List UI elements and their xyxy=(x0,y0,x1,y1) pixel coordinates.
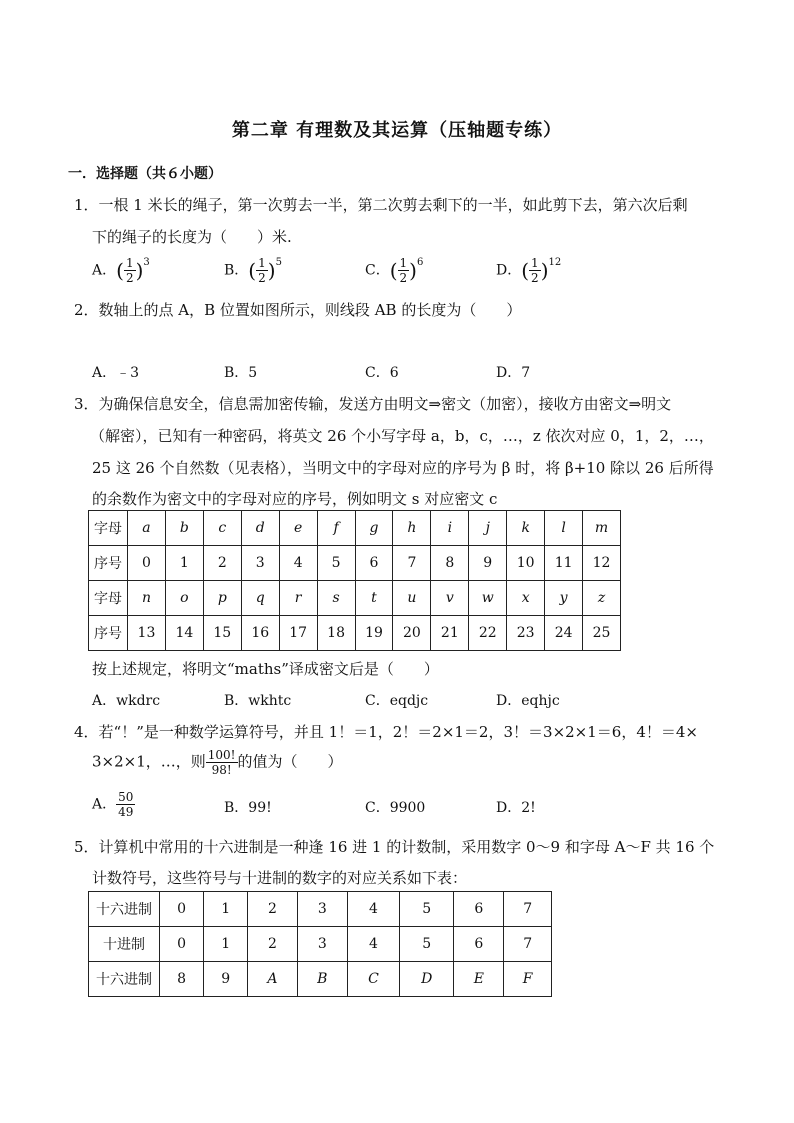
table-cell: t xyxy=(355,581,393,616)
table-cell: v xyxy=(431,581,469,616)
table-cell: 2 xyxy=(203,546,241,581)
table-cell: 19 xyxy=(355,616,393,651)
row-label: 序号 xyxy=(89,546,128,581)
table-row xyxy=(89,927,552,962)
q5-line1: 5．计算机中常用的十六进制是一种逢 16 进 1 的计数制，采用数字 0～9 和字母 A～F 共 16 个 xyxy=(74,838,715,856)
table-cell: 7 xyxy=(504,927,552,962)
table-cell: u xyxy=(393,581,431,616)
table-cell: 9 xyxy=(469,546,507,581)
q4-option-b: B．99! xyxy=(224,800,272,816)
table-cell: 0 xyxy=(128,546,166,581)
table-cell: o xyxy=(165,581,203,616)
table-cell: 0 xyxy=(160,927,204,962)
table-cell: 0 xyxy=(160,892,204,927)
table-cell: 4 xyxy=(279,546,317,581)
section-heading: 一．选择题（共６小题） xyxy=(68,166,222,182)
table-row xyxy=(89,892,552,927)
table-cell: 1 xyxy=(165,546,203,581)
q1-option-c: C．( $\frac{1}{2}$ )$^6$ xyxy=(365,256,424,285)
cipher-table xyxy=(88,510,621,651)
table-cell: 20 xyxy=(393,616,431,651)
table-cell: A xyxy=(248,962,297,997)
q5-line2: 计数符号，这些符号与十进制的数字的对应关系如下表： xyxy=(92,869,468,887)
table-cell: 11 xyxy=(545,546,583,581)
q1-option-a: A．( $\frac{1}{2}$ )$^3$ xyxy=(92,256,150,285)
table-cell: m xyxy=(583,511,621,546)
table-cell: x xyxy=(507,581,545,616)
table-cell: 22 xyxy=(469,616,507,651)
table-cell: b xyxy=(165,511,203,546)
q1-line1: 1．一根 1 米长的绳子，第一次剪去一半，第二次剪去剩下的一半，如此剪下去，第六次后剩 xyxy=(74,196,688,214)
table-cell: 9 xyxy=(204,962,248,997)
table-cell: i xyxy=(431,511,469,546)
table-cell: 6 xyxy=(454,892,504,927)
q2-option-a: A．﹣3 xyxy=(92,365,140,381)
q3-option-c: C．eqdjc xyxy=(365,693,429,709)
table-cell: 23 xyxy=(507,616,545,651)
table-cell: 6 xyxy=(454,927,504,962)
table-cell: f xyxy=(317,511,355,546)
table-cell: 2 xyxy=(248,892,297,927)
hex-table xyxy=(88,891,552,997)
row-label: 十进制 xyxy=(89,927,160,962)
q3-option-b: B．wkhtc xyxy=(224,693,292,709)
q1-option-d: D．( $\frac{1}{2}$ )$^{12}$ xyxy=(496,256,562,285)
table-cell: 4 xyxy=(347,892,399,927)
table-row xyxy=(89,581,621,616)
table-cell: 7 xyxy=(393,546,431,581)
q1-line2: 下的绳子的长度为（ ）米. xyxy=(92,228,292,246)
table-cell: 21 xyxy=(431,616,469,651)
q2-option-d: D．7 xyxy=(496,365,531,381)
page-title: 第二章 有理数及其运算（压轴题专练） xyxy=(231,120,563,141)
row-label: 十六进制 xyxy=(89,962,160,997)
table-cell: y xyxy=(545,581,583,616)
table-cell: 18 xyxy=(317,616,355,651)
table-cell: E xyxy=(454,962,504,997)
table-cell: 4 xyxy=(347,927,399,962)
table-cell: c xyxy=(203,511,241,546)
table-cell: g xyxy=(355,511,393,546)
q3-option-a: A．wkdrc xyxy=(92,693,161,709)
q4-option-a: A． $\frac{50}{49}$ xyxy=(92,790,134,819)
table-cell: q xyxy=(241,581,279,616)
table-cell: 5 xyxy=(399,927,453,962)
table-cell: 17 xyxy=(279,616,317,651)
table-row xyxy=(89,962,552,997)
row-label: 序号 xyxy=(89,616,128,651)
table-cell: e xyxy=(279,511,317,546)
table-cell: j xyxy=(469,511,507,546)
table-cell: n xyxy=(128,581,166,616)
table-cell: 16 xyxy=(241,616,279,651)
table-cell: 6 xyxy=(355,546,393,581)
table-cell: 3 xyxy=(297,892,347,927)
table-cell: 3 xyxy=(297,927,347,962)
q3-after-text: 按上述规定，将明文“maths”译成密文后是（ ） xyxy=(92,660,439,678)
table-row xyxy=(89,616,621,651)
q4-option-d: D．2! xyxy=(496,800,536,816)
q4-line2: 3×2×1，…，则 $\frac{100!}{98!}$ 的值为（ ） xyxy=(92,748,343,777)
row-label: 字母 xyxy=(89,581,128,616)
table-cell: 12 xyxy=(583,546,621,581)
q3-line4: 的余数作为密文中的字母对应的序号，例如明文 s 对应密文 c xyxy=(92,490,498,508)
table-cell: 2 xyxy=(248,927,297,962)
table-row xyxy=(89,546,621,581)
table-cell: k xyxy=(507,511,545,546)
q3-option-d: D．eqhjc xyxy=(496,693,560,709)
table-cell: w xyxy=(469,581,507,616)
table-cell: D xyxy=(399,962,453,997)
table-cell: 13 xyxy=(128,616,166,651)
table-cell: 15 xyxy=(203,616,241,651)
table-cell: 1 xyxy=(204,927,248,962)
table-cell: 7 xyxy=(504,892,552,927)
q3-line3: 25 这 26 个自然数（见表格），当明文中的字母对应的序号为 β 时，将 β+10 除以 26 后所得 xyxy=(92,459,714,477)
table-cell: 5 xyxy=(399,892,453,927)
table-cell: B xyxy=(297,962,347,997)
table-cell: 8 xyxy=(160,962,204,997)
q2-stem: 2．数轴上的点 A，B 位置如图所示，则线段 AB 的长度为（ ） xyxy=(74,301,522,319)
table-cell: l xyxy=(545,511,583,546)
q2-option-c: C．6 xyxy=(365,365,399,381)
q3-line1: 3．为确保信息安全，信息需加密传输，发送方由明文⇒密文（加密），接收方由密文⇒明文 xyxy=(74,395,672,413)
table-cell: h xyxy=(393,511,431,546)
q2-option-b: B．5 xyxy=(224,365,258,381)
q1-option-b: B．( $\frac{1}{2}$ )$^5$ xyxy=(224,256,282,285)
table-cell: a xyxy=(128,511,166,546)
table-cell: F xyxy=(504,962,552,997)
row-label: 字母 xyxy=(89,511,128,546)
table-cell: s xyxy=(317,581,355,616)
table-cell: 5 xyxy=(317,546,355,581)
table-cell: d xyxy=(241,511,279,546)
q3-line2: （解密），已知有一种密码，将英文 26 个小写字母 a，b，c，…，z 依次对应 0，1，2，…， xyxy=(90,427,714,445)
table-cell: 10 xyxy=(507,546,545,581)
table-cell: p xyxy=(203,581,241,616)
table-cell: C xyxy=(347,962,399,997)
table-cell: z xyxy=(583,581,621,616)
table-cell: 14 xyxy=(165,616,203,651)
table-cell: 1 xyxy=(204,892,248,927)
q4-line1: 4．若“！”是一种数学运算符号，并且 1！＝1，2！＝2×1＝2，3！＝3×2×1＝6，4！＝4× xyxy=(74,723,698,741)
q4-option-c: C．9900 xyxy=(365,800,426,816)
table-cell: 3 xyxy=(241,546,279,581)
table-cell: 24 xyxy=(545,616,583,651)
table-cell: r xyxy=(279,581,317,616)
table-row xyxy=(89,511,621,546)
table-cell: 25 xyxy=(583,616,621,651)
table-cell: 8 xyxy=(431,546,469,581)
row-label: 十六进制 xyxy=(89,892,160,927)
